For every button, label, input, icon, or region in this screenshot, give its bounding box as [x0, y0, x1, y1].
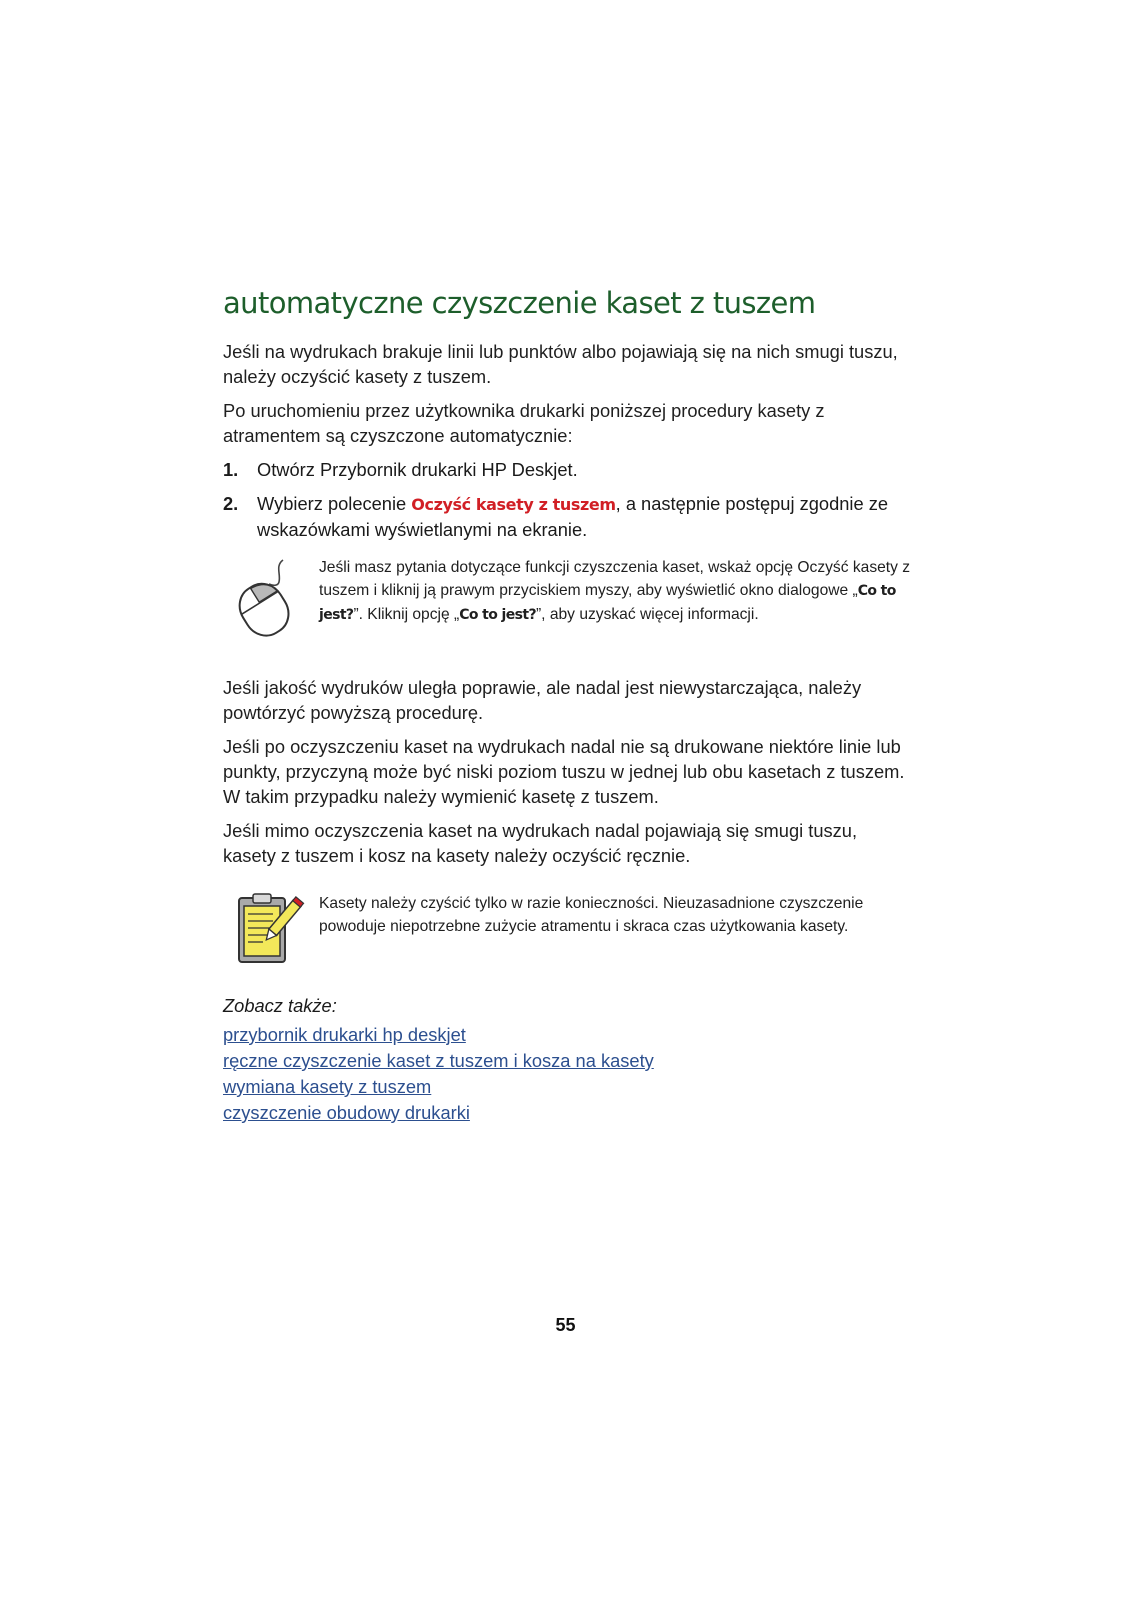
note-text-part: Jeśli masz pytania dotyczące funkcji czyszczenia kaset, wskaż opcję Oczyść kasety z tuszem i kliknij ją prawym przyciskiem myszy, aby wyświetlić okno dialogowe „ [319, 559, 911, 599]
ui-label-whats-this: Co to jest? [459, 607, 536, 623]
intro-paragraph-2: Po uruchomieniu przez użytkownika drukarki poniższej procedury kasety z atramentem są czyszczone automatycznie: [223, 400, 825, 446]
clipboard-note-text: Kasety należy czyścić tylko w razie konieczności. Nieuzasadnione czyszczenie powoduje niepotrzebne zużycie atramentu i skraca czas użytkowania kasety. [319, 895, 864, 935]
command-clean-cartridges: Oczyść kasety z tuszem [411, 495, 616, 514]
step-text-before: Wybierz polecenie [257, 493, 412, 514]
step-2 [223, 491, 913, 542]
note-text-part: ”. Kliknij opcję „ [353, 606, 460, 623]
see-also-label: Zobacz także: [223, 995, 337, 1016]
page-number: 55 [555, 1315, 576, 1335]
step-1 [223, 457, 913, 482]
steps-list [223, 457, 913, 542]
note-text-part: ”, aby uzyskać więcej informacji. [535, 606, 759, 623]
page-content [223, 283, 913, 1126]
link-replace-cartridge[interactable]: wymiana kasety z tuszem [223, 1076, 432, 1097]
intro-paragraph-1: Jeśli na wydrukach brakuje linii lub punktów albo pojawiają się na nich smugi tuszu, należy oczyścić kasety z tuszem. [223, 341, 898, 387]
mouse-icon [223, 556, 319, 653]
step-text-after: , a następnie postępuj zgodnie ze wskazówkami wyświetlanymi na ekranie. [257, 493, 889, 540]
link-hp-deskjet-toolbox[interactable]: przybornik drukarki hp deskjet [223, 1024, 466, 1045]
link-clean-printer-case[interactable]: czyszczenie obudowy drukarki [223, 1102, 470, 1123]
paragraph-5: Jeśli mimo oczyszczenia kaset na wydrukach nadal pojawiają się smugi tuszu, kasety z tuszem i kosz na kasety należy oczyścić ręcznie. [223, 820, 858, 866]
paragraph-3: Jeśli jakość wydruków uległa poprawie, ale nadal jest niewystarczająca, należy powtórzyć powyższą procedurę. [223, 677, 862, 723]
page-title: automatyczne czyszczenie kaset z tuszem [223, 286, 816, 320]
clipboard-pencil-icon [223, 892, 319, 971]
step-number: 1. [223, 459, 239, 480]
step-number: 2. [223, 493, 239, 514]
mouse-note-text [319, 556, 913, 627]
ui-label-whats-this: Co to jest? [319, 583, 896, 623]
link-manual-cartridge-cleaning[interactable]: ręczne czyszczenie kaset z tuszem i kosza na kasety [223, 1050, 654, 1071]
paragraph-4: Jeśli po oczyszczeniu kaset na wydrukach nadal nie są drukowane niektóre linie lub punkty, przyczyną może być niski poziom tuszu w jednej lub obu kasetach z tuszem. W takim przypadku należy wymienić kasetę z tuszem. [223, 736, 905, 807]
step-text: Otwórz Przybornik drukarki HP Deskjet. [257, 459, 578, 480]
step-text [257, 491, 913, 542]
clipboard-note [223, 892, 913, 971]
mouse-note [223, 556, 913, 653]
